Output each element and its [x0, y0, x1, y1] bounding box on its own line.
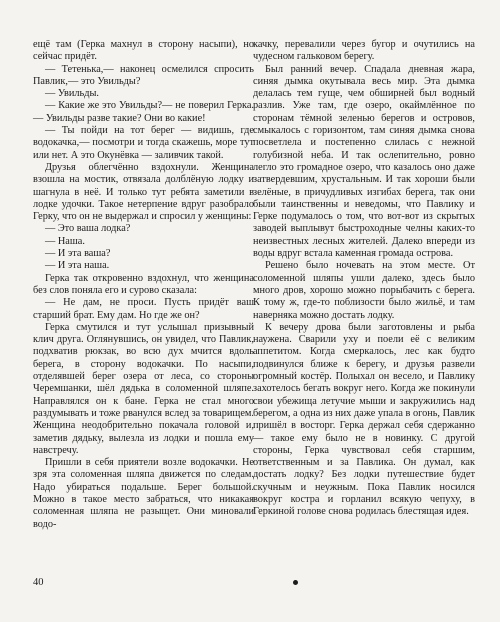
paragraph: — Это ваша лодка?: [45, 223, 131, 235]
paragraph: — Наша.: [45, 235, 85, 247]
print-dot-mark: [293, 580, 298, 585]
paragraph: К вечеру дрова были заготовлены и рыба наужена. Сварили уху и поели её с великим аппетитом. Когда смеркалось, лес как будто подвинулся ближе к берегу, и друзья развели огромный костёр. Полыхал он весело, и Павлику захотелось бегать вокруг него. Когда же покинули свои убежища летучие мыши и закружились над берегом, а одна из них даже упала в огонь, Павлик пришёл в восторг. Герка держал себя сдержанно — такое ему было не в новинку. С другой стороны, Герка чувствовал себя старшим, ответственным и за Павлика. Он думал, как достать лодку? Без лодки путешествие будет скучным и неужным. Пока Павлик носился вокруг костра и горланил всякую чепуху, в Геркиной голове снова родилась блестящая идея.: [253, 321, 475, 518]
paragraph: Герка смутился и тут услышал призывный клич друга. Оглянувшись, он увидел, что Павлик, подхватив рюкзак, во всю дух мчится вдоль берега, в сторону водокачки. По насыпи, отделявшей берег озера от леса, со стороны Черемшанки, шёл дядька в соломенной шляпе. Направлялся он к бане. Герка не стал много раздумывать и тоже рванулся вслед за товарищем. Женщина неодобрительно покачала головой и, заметив дядьку, вылезла из лодки и пошла ему навстречу.: [33, 321, 254, 456]
paragraph: Герка так откровенно вздохнул, что женщина без слов поняла его и сурово сказала:: [33, 272, 254, 296]
paragraph: Был ранний вечер. Спадала дневная жара, синяя дымка окутывала весь мир. Эта дымка делалась тем гуще, чем обширней был водный разлив. Уже там, где озеро, окаймлённое по сторонам тёмной зеленью берегов и островов, смыкалось с горизонтом, там синяя дымка снова посветлела и постепенно слилась с нежной голубизной неба. И так ослепительно, ровно легло это громадное озеро, что казалось оно даже затвердевшим, хрустальным. И так хороши были зелёные, в причудливых изгибах берега, так они были таинственны и неведомы, что Павлику и Герке подумалось о том, что вот-вот из скрытых заводей выплывут быстроходные челны каких-то неизвестных лесных жителей. Далеко впереди из воды вдруг встала каменная громада острова.: [253, 63, 475, 260]
paragraph: — И эта наша.: [45, 260, 110, 272]
paragraph: — Ты пойди на тот берег — видишь, где водокачка,— посмотри и тогда скажешь, море тут или нет. А это Окунёвка — заливчик такой.: [33, 125, 254, 161]
paragraph: Решено было ночевать на этом месте. От соломенной шляпы ушли далеко, здесь было много дров, хорошо можно порыбачить с берега. К тому ж, где-то поблизости было жильё, и там наверняка можно достать лодку.: [253, 260, 475, 321]
paragraph: — И эта ваша?: [45, 248, 111, 260]
paragraph: Друзья облегчённо вздохнули. Женщина взошла на мостик, отвязала долблёную лодку и шагнула в неё. И только тут ребята заметили в лодке удочки. Такое нетерпение вдруг разобрало Герку, что он не выдержал и спросил у женщины:: [33, 161, 254, 223]
paragraph: — Тетенька,— наконец осмелился спросить Павлик,— это Увильды?: [33, 63, 254, 87]
paragraph: — Не дам, не проси. Пусть придёт ваш старший брат. Ему дам. Но где же он?: [33, 297, 254, 321]
paragraph: — Какие же это Увильды?— не поверил Герка.— Увильды разве такие? Они во какие!: [33, 100, 254, 124]
right-text-column: [253, 39, 475, 519]
paragraph: Пришли в себя приятели возле водокачки. Не зря эта соломенная шляпа движется по следам. Надо убираться подальше. Берег большой. Можно в такое место забраться, что никакая соломенная шляпа не разыщет. Они миновали водо-: [33, 457, 254, 530]
paragraph: качку, перевалили через бугор и очутились на чудесном гальковом берегу.: [253, 39, 475, 63]
page-number: 40: [33, 577, 44, 588]
paragraph: — Увильды.: [45, 88, 99, 100]
left-text-column: [33, 39, 254, 531]
paragraph: ещё там (Герка махнул в сторону насыпи), но сейчас придёт.: [33, 39, 254, 63]
